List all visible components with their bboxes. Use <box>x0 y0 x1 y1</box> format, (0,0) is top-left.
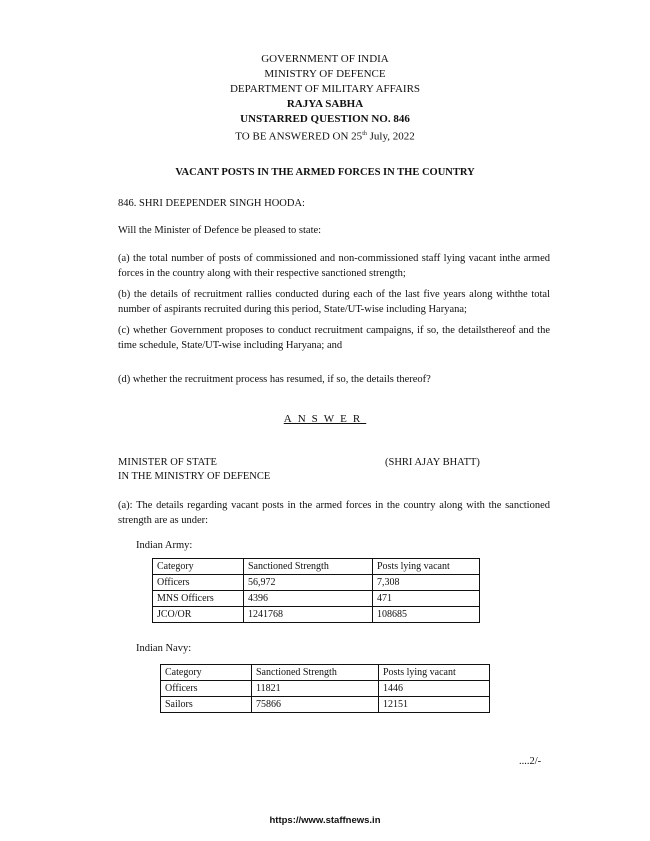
header-ministry: MINISTRY OF DEFENCE <box>264 68 386 80</box>
page-continuation: ....2/- <box>519 756 542 767</box>
table-header-row <box>153 559 480 575</box>
table-cell: 75866 <box>252 697 379 713</box>
question-asker: 846. SHRI DEEPENDER SINGH HOODA: <box>118 198 305 209</box>
table-cell: 4396 <box>244 591 373 607</box>
table-cell: 108685 <box>373 607 480 623</box>
table-header-cell: Posts lying vacant <box>373 559 480 575</box>
minister-title-2: IN THE MINISTRY OF DEFENCE <box>118 471 271 482</box>
army-table <box>152 558 480 623</box>
table-row <box>161 697 490 713</box>
header-department: DEPARTMENT OF MILITARY AFFAIRS <box>229 83 421 95</box>
table-row <box>153 607 480 623</box>
minister-name: (SHRI AJAY BHATT) <box>385 457 480 468</box>
table-cell: MNS Officers <box>153 591 244 607</box>
footer-url[interactable]: https://www.staffnews.in <box>269 815 381 826</box>
answer-heading: ANSWER <box>283 413 367 425</box>
question-part-d: (d) whether the recruitment process has resumed, if so, the details thereof? <box>118 374 431 385</box>
question-intro: Will the Minister of Defence be pleased to state: <box>118 225 322 236</box>
table-cell: 7,308 <box>373 575 480 591</box>
table-row <box>153 575 480 591</box>
table-cell: Sailors <box>161 697 252 713</box>
table-cell: 1241768 <box>244 607 373 623</box>
table-header-cell: Category <box>161 665 252 681</box>
table-cell: 1446 <box>379 681 490 697</box>
header-house: RAJYA SABHA <box>286 98 364 110</box>
table-header-row <box>161 665 490 681</box>
table-header-cell: Posts lying vacant <box>379 665 490 681</box>
header-question-no: UNSTARRED QUESTION NO. 846 <box>240 113 410 125</box>
answer-part-a: (a): The details regarding vacant posts in the armed forces in the country along with the sanctioned strength are as under: <box>118 500 550 526</box>
question-part-b: (b) the details of recruitment rallies conducted during each of the last five years along withthe total number of aspirants recruited during this period, State/UT-wise including Haryana; <box>118 289 550 315</box>
date-prefix: TO BE ANSWERED ON 25 <box>235 130 363 143</box>
navy-label: Indian Navy: <box>136 643 192 654</box>
table-header-cell: Category <box>153 559 244 575</box>
navy-table <box>160 664 490 713</box>
table-row <box>161 681 490 697</box>
minister-title-1: MINISTER OF STATE <box>118 457 217 468</box>
table-cell: Officers <box>153 575 244 591</box>
table-cell: 471 <box>373 591 480 607</box>
document-title: VACANT POSTS IN THE ARMED FORCES IN THE COUNTRY <box>175 167 475 178</box>
date-suffix: July, 2022 <box>366 130 415 143</box>
army-label: Indian Army: <box>136 540 193 551</box>
table-cell: Officers <box>161 681 252 697</box>
table-header-cell: Sanctioned Strength <box>252 665 379 681</box>
table-header-cell: Sanctioned Strength <box>244 559 373 575</box>
table-cell: JCO/OR <box>153 607 244 623</box>
table-cell: 56,972 <box>244 575 373 591</box>
question-part-a: (a) the total number of posts of commissioned and non-commissioned staff lying vacant inthe armed forces in the country along with their respective sanctioned strength; <box>118 253 550 279</box>
header-answer-date <box>0 127 650 145</box>
table-row <box>153 591 480 607</box>
table-cell: 11821 <box>252 681 379 697</box>
table-cell: 12151 <box>379 697 490 713</box>
date-sup: th <box>362 131 367 137</box>
header-govt: GOVERNMENT OF INDIA <box>261 53 389 65</box>
question-part-c: (c) whether Government proposes to conduct recruitment campaigns, if so, the detailsthereof and the time schedule, State/UT-wise including Haryana; and <box>118 325 550 351</box>
